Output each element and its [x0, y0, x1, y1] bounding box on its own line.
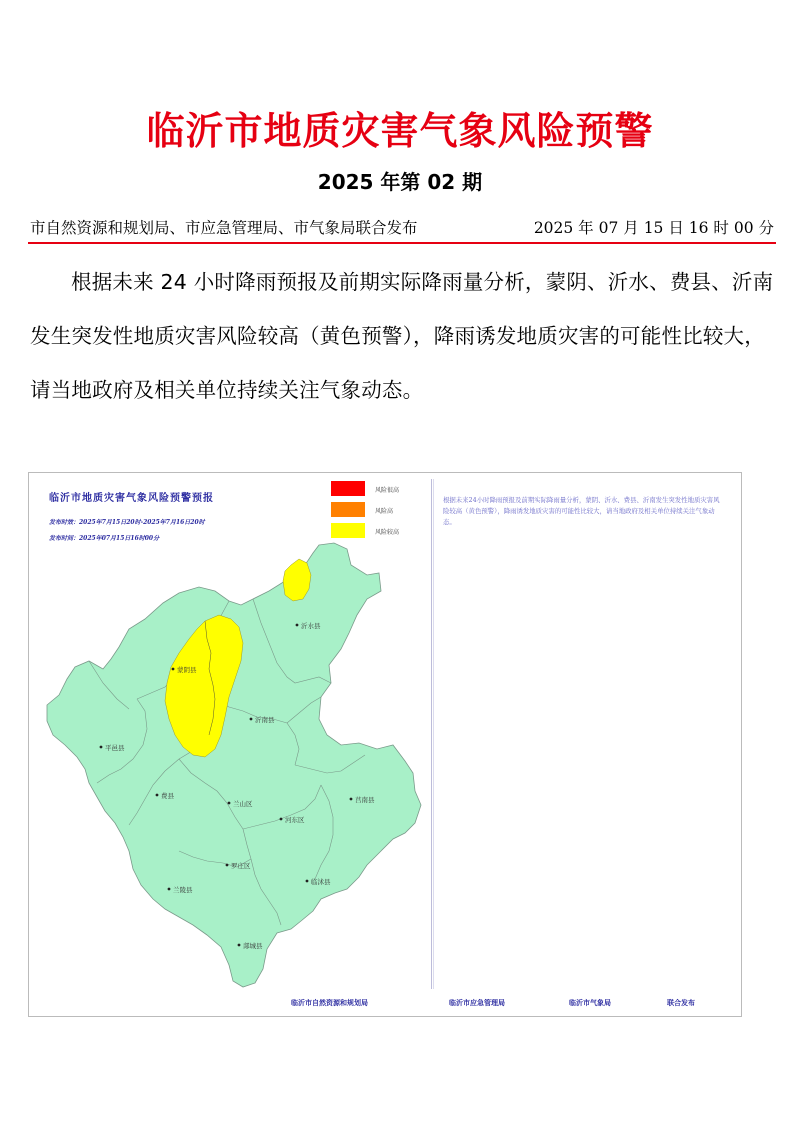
issue-number: 2025 年第 02 期 — [317, 170, 483, 194]
county-dot — [100, 746, 103, 749]
warning-map-figure — [28, 472, 742, 1017]
footer-joint-release: 联合发布 — [667, 998, 695, 1007]
panel-divider — [431, 479, 432, 989]
county-dot — [238, 944, 241, 947]
footer-org-meteorology: 临沂市气象局 — [569, 998, 611, 1007]
map-description: 根据未来24小时降雨预报及前期实际降雨量分析，蒙阴、沂水、费县、沂南发生突发性地质灾害风险较高（黄色预警），降雨诱发地质灾害的可能性比较大，请当地政府及相关单位持续关注气象动态。 — [443, 496, 720, 526]
county-label-yinan: 沂南县 — [255, 716, 275, 724]
county-dot — [350, 798, 353, 801]
county-label-junan: 莒南县 — [355, 796, 375, 804]
page-title: 临沂市地质灾害气象风险预警 — [146, 109, 654, 153]
footer-org-nature-resources: 临沂市自然资源和规划局 — [291, 998, 368, 1007]
publisher: 市自然资源和规划局、市应急管理局、市气象局联合发布 — [30, 219, 418, 237]
county-dot — [172, 668, 175, 671]
red-divider — [28, 242, 776, 244]
county-label-luozhuang: 罗庄区 — [231, 862, 251, 870]
county-dot — [296, 624, 299, 627]
county-dot — [226, 864, 229, 867]
county-label-lanshan: 兰山区 — [233, 800, 253, 808]
publish-datetime: 2025 年 07 月 15 日 16 时 00 分 — [533, 219, 774, 237]
county-dot — [168, 888, 171, 891]
county-label-lanling: 兰陵县 — [173, 886, 193, 894]
county-label-feixian: 费县 — [161, 792, 174, 800]
county-label-pingyi: 平邑县 — [105, 744, 125, 752]
county-dot — [250, 718, 253, 721]
legend-label: 风险很高 — [375, 487, 400, 494]
county-label-tancheng: 郯城县 — [243, 942, 263, 950]
legend-label: 风险高 — [375, 508, 394, 515]
county-dot — [156, 794, 159, 797]
map-publish-time: 发布时间：2025年07月15日16时00分 — [49, 535, 160, 542]
county-dot — [280, 818, 283, 821]
publisher-row — [30, 216, 774, 242]
panel-divider-inner — [433, 479, 434, 989]
map-title: 临沂市地质灾害气象风险预警预报 — [49, 493, 214, 504]
county-dot — [306, 880, 309, 883]
region-outline — [47, 543, 421, 987]
county-label-linshu: 临沭县 — [311, 878, 331, 886]
footer-org-emergency: 临沂市应急管理局 — [449, 998, 505, 1007]
legend-label: 风险较高 — [375, 529, 400, 536]
warning-paragraph: 根据未来 24 小时降雨预报及前期实际降雨量分析，蒙阴、沂水、费县、沂南发生突发性地质灾害风险较高（黄色预警），降雨诱发地质灾害的可能性比较大，请当地政府及相关单位持续关注气象动态。 — [30, 270, 774, 402]
county-label-hedong: 河东区 — [285, 816, 305, 824]
map-valid-time: 发布时效：2025年7月15日20时-2025年7月16日20时 — [49, 519, 205, 526]
county-label-mengyin: 蒙阴县 — [177, 666, 197, 674]
linyi-county-map — [29, 473, 429, 1018]
county-label-yishui: 沂水县 — [301, 622, 321, 630]
county-dot — [228, 802, 231, 805]
